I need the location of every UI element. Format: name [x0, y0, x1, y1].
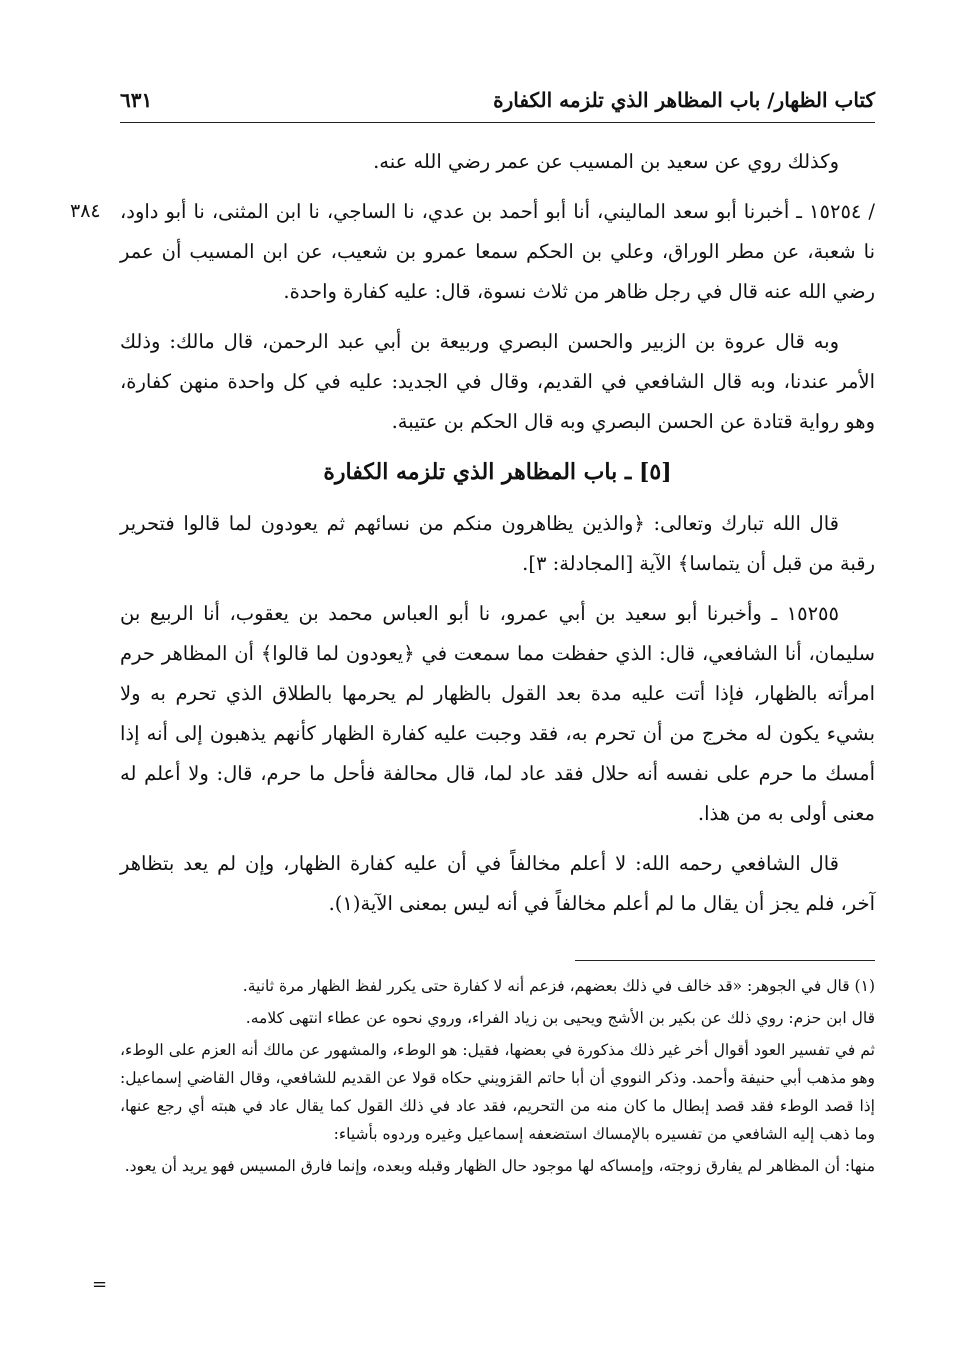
page-number: ٦٣١ — [120, 88, 160, 112]
header-title: كتاب الظهار/ باب المظاهر الذي تلزمه الكفارة — [485, 88, 875, 112]
footnote: (١) قال في الجوهر: «قد خالف في ذلك بعضهم، فزعم أنه لا كفارة حتى يكرر لفظ الظهار مرة ثانية. — [242, 977, 875, 995]
paragraph: / ١٥٢٥٤ ـ أخبرنا أبو سعد الماليني، أنا أبو أحمد بن عدي، نا الساجي، نا ابن المثنى، نا أبو داود، نا شعبة، عن مطر الوراق، وعلي بن الحكم سمعا عمرو بن شعيب، عن ابن المسيب أن عمر رضي الله عنه قال في رجل ظاهر من ثلاث نسوة، قال: عليه كفارة واحدة. — [120, 200, 875, 303]
paragraph: وبه قال عروة بن الزبير والحسن البصري وربيعة بن أبي عبد الرحمن، قال مالك: وذلك الأمر عندنا، وبه قال الشافعي في القديم، وقال في الجديد: عليه في كل واحدة منهن كفارة، وهو رواية قتادة عن الحسن البصري وبه قال الحكم بن عتيبة. — [120, 330, 875, 433]
main-text — [120, 142, 875, 934]
continuation-mark: = — [92, 1274, 108, 1295]
paragraph: قال الله تبارك وتعالى: ﴿والذين يظاهرون منكم من نسائهم ثم يعودون لما قالوا فتحرير رقبة من قبل أن يتماسا﴾ الآية [المجادلة: ٣]. — [120, 512, 875, 575]
margin-page-reference: ٣٨٤ — [70, 200, 101, 222]
paragraph: وكذلك روي عن سعيد بن المسيب عن عمر رضي الله عنه. — [373, 150, 839, 173]
footnote: ثم في تفسير العود أقوال أخر غير ذلك مذكورة في بعضها، فقيل: هو الوطء، والمشهور عن مالك أنه العزم على الوطء، وهو مذهب أبي حنيفة وأحمد. وذكر النووي أن أبا حاتم القزويني حكاه قولا عن القديم للشافعي، وقال القاضي إسماعيل: إذا قصد الوطء فقد قصد إبطال ما كان منه من التحريم، فقد عاد في ذلك القول كما يقال عاد في هبته أي رجع عنها، وما ذهب إليه الشافعي من تفسيره بالإمساك استضعفه إسماعيل وغيره وردوه بأشياء: — [120, 1041, 875, 1143]
footnotes — [120, 972, 875, 1184]
paragraph: ١٥٢٥٥ ـ وأخبرنا أبو سعيد بن أبي عمرو، نا أبو العباس محمد بن يعقوب، أنا الربيع بن سليمان، أنا الشافعي، قال: الذي حفظت مما سمعت في ﴿يعودون لما قالوا﴾ أن المظاهر حرم امرأته بالظهار، فإذا أتت عليه مدة بعد القول بالظهار لم يحرمها بالطلاق الذي تحرم به ولا بشيء يكون له مخرج من أن تحرم به، فقد وجبت عليه كفارة الظهار كأنهم يذهبون إلى أنه إذا أمسك ما حرم على نفسه أنه حلال فقد عاد لما، قال محالفة فأحل ما حرم، قال: ولا أعلم له معنى أولى به من هذا. — [120, 602, 875, 825]
paragraph: قال الشافعي رحمه الله: لا أعلم مخالفاً في أن عليه كفارة الظهار، وإن لم يعد بتظاهر آخر، فلم يجز أن يقال ما لم أعلم مخالفاً في أنه ليس بمعنى الآية(١). — [120, 852, 875, 915]
running-header — [120, 88, 875, 123]
footnote: منها: أن المظاهر لم يفارق زوجته، وإمساكه لها موجود حال الظهار وقبله وبعده، وإنما فارق المسيس فهو يريد أن يعود. — [124, 1157, 875, 1175]
footnote: قال ابن حزم: روي ذلك عن بكير بن الأشج ويحيى بن زياد الفراء، وروي نحوه عن عطاء انتهى كلامه. — [245, 1009, 875, 1027]
footnote-divider — [575, 960, 875, 961]
chapter-heading: [٥] ـ باب المظاهر الذي تلزمه الكفارة — [323, 459, 672, 485]
